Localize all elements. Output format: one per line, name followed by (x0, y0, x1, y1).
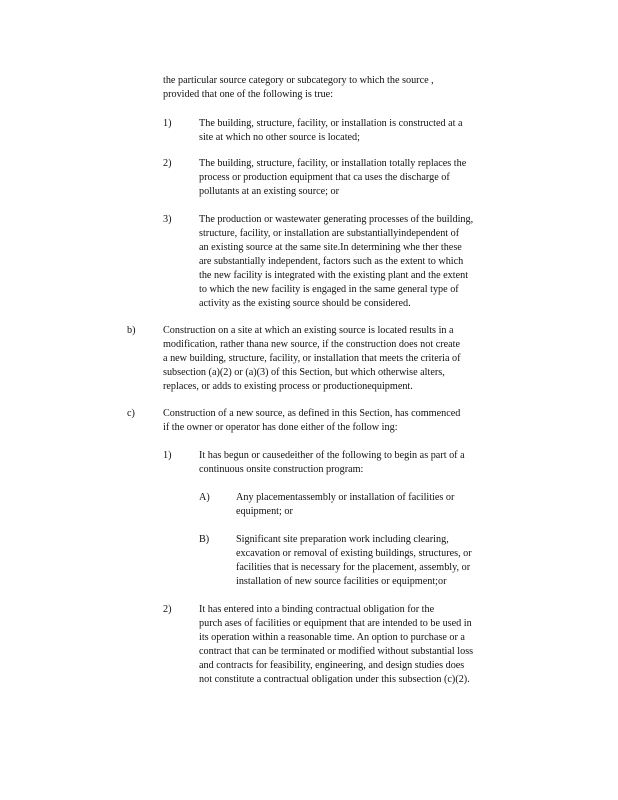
text-line: the new facility is integrated with the existing plant and the extent (199, 270, 469, 281)
text-line: are substantially independent, factors such as the extent to which (199, 256, 464, 267)
text-line: activity as the existing source should be considered. (199, 298, 411, 309)
text-line: structure, facility, or installation are substantiallyindependent of (199, 228, 460, 239)
text-line: installation of new source facilities or equipment;or (236, 576, 447, 587)
text-line: replaces, or adds to existing process or productionequipment. (163, 381, 413, 392)
text-line: continuous onsite construction program: (199, 464, 364, 475)
text-line: provided that one of the following is true: (163, 89, 334, 100)
item-1-text (199, 117, 514, 145)
item-c2-text (199, 603, 521, 687)
text-line: the particular source category or subcategory to which the source , (163, 75, 434, 86)
section-label: c) (127, 408, 135, 419)
section-c-text (163, 407, 508, 435)
text-line: to which the new facility is engaged in the same general type of (199, 284, 459, 295)
text-line: excavation or removal of existing buildings, structures, or (236, 548, 472, 559)
text-line: Any placementassembly or installation of facilities or (236, 492, 455, 503)
text-line: if the owner or operator has done either of the follow ing: (163, 422, 398, 433)
item-2-text (199, 157, 514, 199)
text-line: pollutants at an existing source; or (199, 186, 340, 197)
text-line: purch ases of facilities or equipment that are intended to be used in (199, 618, 472, 629)
sub-item-a-text (236, 491, 498, 519)
text-line: It has begun or causedeither of the following to begin as part of a (199, 450, 465, 461)
sub-item-label: A) (199, 492, 210, 503)
text-line: It has entered into a binding contractual obligation for the (199, 604, 435, 615)
item-label: 2) (163, 158, 172, 169)
text-line: Significant site preparation work including clearing, (236, 534, 449, 545)
text-line: and contracts for feasibility, engineering, and design studies does (199, 660, 465, 671)
section-b-text (163, 324, 514, 394)
text-line: facilities that is necessary for the placement, assembly, or (236, 562, 471, 573)
text-line: contract that can be terminated or modified without substantial loss (199, 646, 474, 657)
item-label: 1) (163, 118, 172, 129)
text-line: The building, structure, facility, or installation is constructed at a (199, 118, 463, 129)
text-line: The production or wastewater generating processes of the building, (199, 214, 474, 225)
text-line: an existing source at the same site.In determining whe ther these (199, 242, 462, 253)
item-label: 3) (163, 214, 172, 225)
item-label: 2) (163, 604, 172, 615)
text-line: process or production equipment that ca uses the discharge of (199, 172, 450, 183)
item-3-text (199, 213, 514, 311)
text-line: Construction of a new source, as defined in this Section, has commenced (163, 408, 461, 419)
text-line: a new building, structure, facility, or installation that meets the criteria of (163, 353, 461, 364)
sub-item-label: B) (199, 534, 210, 545)
text-line: modification, rather thana new source, if the construction does not create (163, 339, 461, 350)
text-line: subsection (a)(2) or (a)(3) of this Section, but which otherwise alters, (163, 367, 445, 378)
text-line: The building, structure, facility, or installation totally replaces the (199, 158, 467, 169)
section-label: b) (127, 325, 136, 336)
text-line: Construction on a site at which an existing source is located results in a (163, 325, 454, 336)
item-c1-text (199, 449, 514, 477)
text-line: not constitute a contractual obligation under this subsection (c)(2). (199, 674, 470, 685)
text-line: equipment; or (236, 506, 293, 517)
item-label: 1) (163, 450, 172, 461)
text-line: its operation within a reasonable time. An option to purchase or a (199, 632, 465, 643)
sub-item-b-text (236, 533, 514, 589)
intro-paragraph (163, 74, 483, 102)
text-line: site at which no other source is located; (199, 132, 360, 143)
